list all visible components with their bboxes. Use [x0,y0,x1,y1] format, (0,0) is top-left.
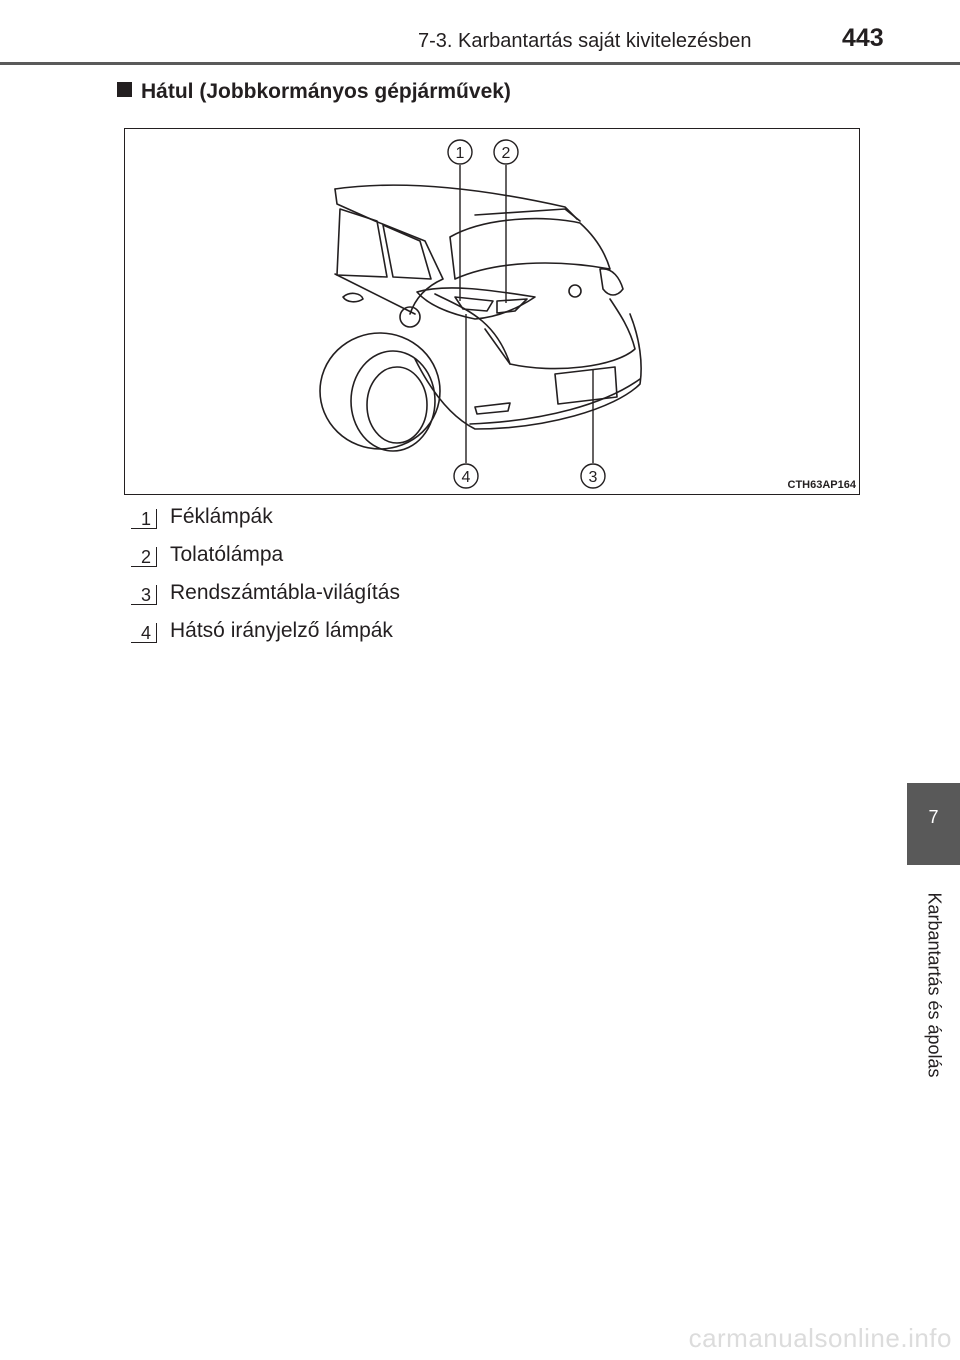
car-rear-emblem [569,285,581,297]
car-roof-line [335,185,577,219]
car-rear-wheel [351,351,435,451]
header-section-title: 7-3. Karbantartás saját kivitelezésben [418,30,752,52]
legend-number: 1 [131,509,157,529]
section-heading-text: Hátul (Jobbkormányos gépjárművek) [141,80,511,103]
legend-number: 4 [131,623,157,643]
car-tailgate [435,294,635,369]
car-wheel-arch [320,333,440,449]
car-rear-bumper [415,314,641,429]
car-right-tail-lamp [600,269,623,295]
car-left-tail-lamp-lens [497,299,527,313]
page-number: 443 [842,24,884,52]
chapter-label: Karbantartás és ápolás [924,892,945,1078]
car-license-plate [555,367,617,404]
car-rear-window [450,219,610,279]
header-divider [0,62,960,65]
legend-text: Féklámpák [170,505,273,528]
car-door-handle [343,293,363,301]
chapter-tab[interactable] [907,783,960,865]
car-fuel-cap [400,307,420,327]
car-rear-illustration [124,128,860,495]
car-left-tail-lamp [417,288,535,319]
callout-4-label: 4 [461,469,471,486]
figure-code: CTH63AP164 [787,479,856,491]
section-heading [117,80,511,104]
car-side-profile [335,189,443,314]
car-side-window [337,209,387,277]
callout-2-label: 2 [501,145,511,162]
legend-text: Tolatólámpa [170,543,284,566]
chapter-number: 7 [928,807,939,827]
legend-text: Rendszámtábla-világítás [170,581,400,604]
legend-text: Hátsó irányjelző lámpák [170,619,393,642]
car-left-tail-lamp-inner [455,297,493,311]
car-tailgate-lower [485,329,510,364]
callout-3-label: 3 [588,469,598,486]
car-rear-reflector [475,403,510,414]
watermark: carmanualsonline.info [688,1323,952,1353]
car-rear-wheel-rim [367,367,427,443]
callout-1-label: 1 [455,145,465,162]
legend-number: 3 [131,585,157,605]
square-bullet-icon [117,82,132,97]
legend-number: 2 [131,547,157,567]
car-rear-drawing [125,129,861,496]
